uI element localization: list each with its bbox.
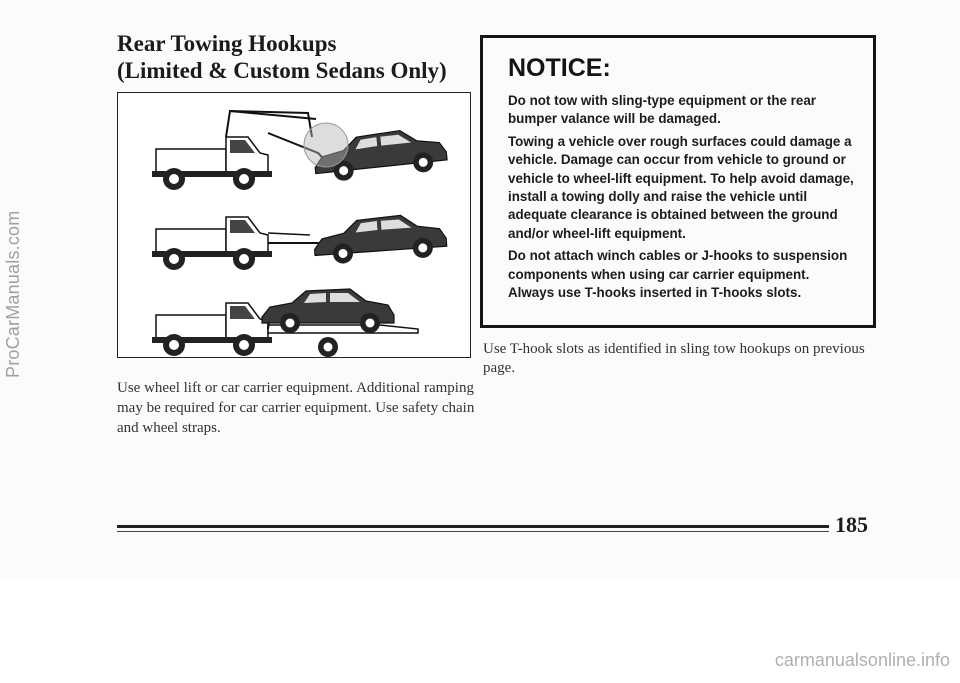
left-caption: Use wheel lift or car carrier equipment. Additional ramping may be required for car carrier equipment. Use safety chain and wheel straps.: [117, 380, 475, 436]
notice-box: [480, 35, 876, 328]
section-title-line-2: (Limited & Custom Sedans Only): [117, 58, 447, 83]
side-watermark: ProCarManuals.com: [3, 210, 23, 378]
car-carrier-drawing: [152, 289, 418, 357]
notice-title: NOTICE:: [508, 54, 611, 82]
notice-paragraph: Do not tow with sling-type equipment or the rear bumper valance will be damaged.: [508, 93, 816, 127]
tow-truck-drawings-icon: [118, 93, 470, 357]
right-caption: Use T-hook slots as identified in sling tow hookups on previous page.: [483, 341, 865, 376]
section-title-line-1: Rear Towing Hookups: [117, 31, 337, 56]
footer-rule-thick: [117, 525, 829, 528]
section-title: [117, 30, 477, 84]
wheel-lift-ramp-drawing: [152, 212, 447, 270]
tow-truck-illustration: [117, 92, 471, 358]
page-number: 185: [835, 512, 868, 537]
notice-paragraph: Do not attach winch cables or J-hooks to suspension components when using car carrier equipment. Always use T-hooks inserted in T-hooks slots.: [508, 248, 848, 301]
notice-paragraph: Towing a vehicle over rough surfaces could damage a vehicle. Damage can occur from vehicle to ground or vehicle to wheel-lift equipment. To help avoid damage, install a towing dolly and raise the vehicle until adequate clearance is obtained between the ground and/or wheel-lift equipment.: [508, 133, 854, 241]
wheel-lift-truck-drawing: [152, 111, 448, 190]
footer-rule-thin: [117, 531, 829, 532]
bottom-watermark: carmanualsonline.info: [774, 650, 950, 670]
